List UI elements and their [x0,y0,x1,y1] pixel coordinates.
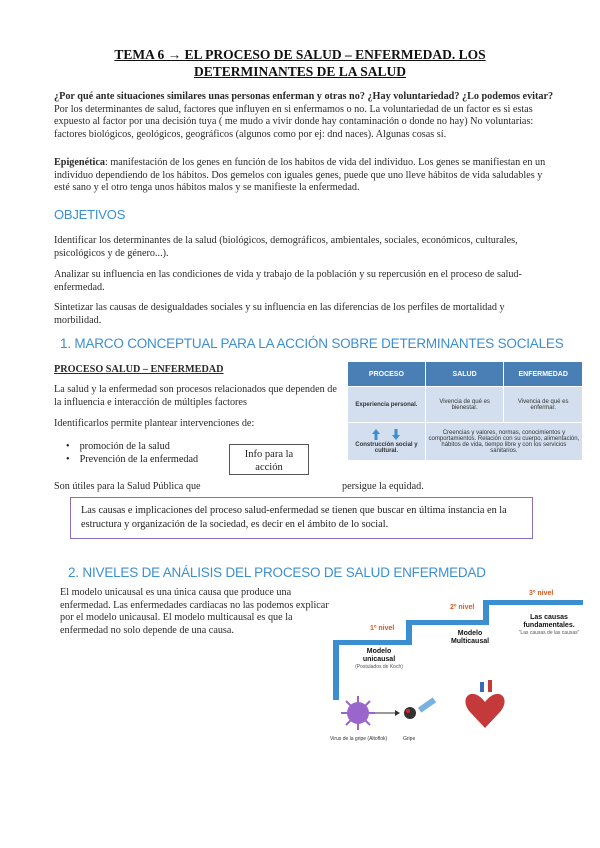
page-title: TEMA 6 → EL PROCESO DE SALUD – ENFERMEDAD. LOS DETERMINANTES DE LA SALUD [114,47,486,79]
table-header: ENFERMEDAD [504,362,583,387]
level-box [350,648,408,670]
level-label: 2º nivel [450,604,475,611]
utiles-right: persigue la equidad. [342,481,424,492]
table-cell: Experiencia personal. [348,387,426,423]
objetivos-heading: OBJETIVOS [54,207,126,222]
objetivo-2: Analizar su influencia en las condiciones de vida y trabajo de la población y su repercusión en el proceso de salud-enfermedad. [54,269,522,293]
bullet-item: • Prevención de la enfermedad [66,454,199,465]
section2-para: El modelo unicausal es una única causa que produce una enfermedad. Las enfermedades cardiacas no las podemos explicar por el modelo unicausal. El modelo multicausal es que la enfermedad no solo depende de una causa. [60,587,329,636]
gripe-caption: Gripe [403,736,416,742]
utiles-left: Son útiles para la Salud Pública que [54,481,201,492]
epigenetica-paragraph [54,157,554,195]
section1-para2: Identificarlos permite plantear intervenciones de: [54,418,255,429]
level-box-note: (Postulados de Koch) [355,664,403,670]
section2-heading: 2. NIVELES DE ANÁLISIS DEL PROCESO DE SALUD ENFERMEDAD [68,565,486,580]
objetivo-3: Sintetizar las causas de desigualdades sociales y su influencia en las diferencias de los perfiles de mortalidad y morbilidad. [54,302,505,326]
table-header: PROCESO [348,362,426,387]
info-box: Info para la acción [229,444,309,475]
intro-question: ¿Por qué ante situaciones similares unas personas enferman y otras no? ¿Hay voluntariedad? ¿Lo podemos evitar? [54,91,554,102]
table-header: SALUD [425,362,504,387]
callout-box: Las causas e implicaciones del proceso salud-enfermedad se tienen que buscar en última instancia en la estructura y organización de la sociedad, es decir en el ámbito de lo social. [70,497,533,539]
table-cell: Creencias y valores, normas, conocimientos y comportamientos. Relación con su cuerpo, alimentación, hábitos de vida, tiempo libre y con los servicios sanitarios. [425,423,582,461]
table-cell-label: Construcción social y cultural. [355,442,418,454]
arrow-up-icon [372,429,380,440]
epigenetica-term: Epigenética [54,157,105,168]
section1-subheading: PROCESO SALUD – ENFERMEDAD [54,364,224,375]
level-box-title: Las causas fundamentales. [523,614,575,629]
section1-para1: La salud y la enfermedad son procesos relacionados que dependen de la influencia e interacción de múltiples factores [54,384,337,408]
level-box-note: “Las causas de las causas” [518,630,580,636]
arrow-down-icon [392,429,400,440]
objetivo-1: Identificar los determinantes de la salud (biológicos, demográficos, ambientales, sociales, económicos, culturales, psicológicos y de género...). [54,235,518,259]
bullet-text: promoción de la salud [79,441,170,452]
bullet-item: • promoción de la salud [66,441,170,452]
epigenetica-text: : manifestación de los genes en función de los habitos de vida del individuo. Los genes se manifiestan en un individuo dependiendo de los hábitos. Dos gemelos con iguales genes, puede que uno lleve hábitos de vida saludables y esté sano y el otro tenga unos hábitos malos y se manifieste la enfermedad. [54,157,546,194]
bullet-text: Prevención de la enfermedad [79,454,199,465]
level-box-title: Modelo unicausal [362,648,396,663]
proceso-table [347,361,583,461]
level-box [508,614,590,636]
gripe-icon [404,697,436,719]
intro-paragraph [54,91,554,141]
level-label: 3º nivel [529,590,554,597]
virus-icon [341,696,375,730]
arrow-right-icon [395,710,400,716]
section1-heading: 1. MARCO CONCEPTUAL PARA LA ACCIÓN SOBRE DETERMINANTES SOCIALES [60,336,564,351]
table-cell: Vivencia de qué es enfermar. [504,387,583,423]
level-box-title: Modelo Multicausal [450,630,490,645]
virus-caption: Virus de la gripe (Altoflok) [330,736,388,742]
heart-icon [465,680,504,728]
level-label: 1º nivel [370,625,395,632]
level-box [444,630,496,646]
table-cell [348,423,426,461]
intro-answer: Por los determinantes de salud, factores que influyen en si enfermamos o no. La voluntariedad de un factor es si estas expuesto al factor por una decisión tuya ( me mudo a vivir donde hay contaminación o donde no hay) No voluntarias: factores biológicos, geológicos, geográficos (algunos como por ej: dnd naces). Algunas cosas sí. [54,103,534,140]
arrows [350,429,423,440]
table-cell: Vivencia de qué es bienestar. [425,387,504,423]
